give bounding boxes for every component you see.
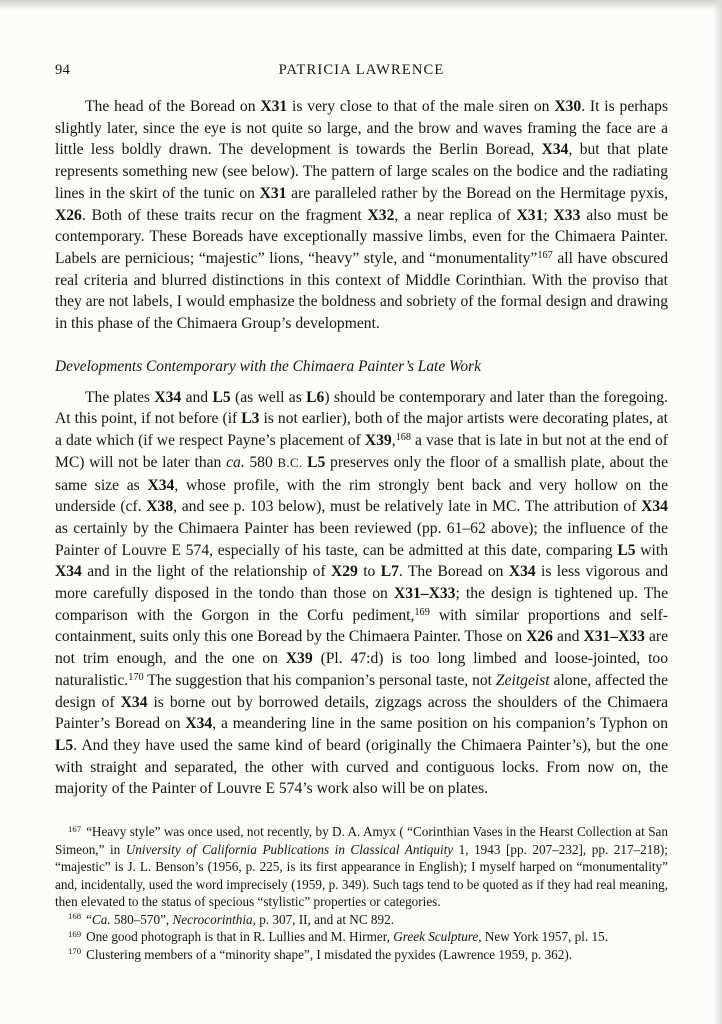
footnote-number: 169 (68, 928, 82, 939)
paragraph: The plates X34 and L5 (as well as L6) should be contemporary and later than the foregoing. At this point, if not before (if L3 is not earlier), both of the major artists were decorating plates, at a date which (if we respect Payne’s placement of X39,$^{168}$ a vase that is late in but not at the end of MC) will not be later than ca. 580 B.C. L5 preserves only the floor of a smallish plate, about the same size as X34, whose profile, with the rim strongly bent back and very hollow on the underside (cf. X38, and see p. 103 below), must be relatively late in MC. The attribution of X34 as certainly by the Chimaera Painter has been reviewed (pp. 61–62 above); the influence of the Painter of Louvre E 574, especially of his taste, can be admitted at this date, comparing L5 with X34 and in the light of the relationship of X29 to L7. The Boread on X34 is less vigorous and more carefully disposed in the tondo than those on X31–X33; the design is tightened up. The comparison with the Gorgon in the Corfu pediment,$^{169}$ with similar proportions and self-containment, suits only this one Boread by the Chimaera Painter. Those on X26 and X31–X33 are not trim enough, and the one on X39 (Pl. 47:d) is too long limbed and loose-jointed, too naturalistic.$^{170}$ The suggestion that his companion’s personal taste, not Zeitgeist alone, affected the design of X34 is borne out by borrowed details, zigzags across the shoulders of the Chimaera Painter’s Boread on X34, a meandering line in the same position on his companion’s Typhon on L5. And they have used the same kind of beard (originally the Chimaera Painter’s), but the one with straight and separated, the other with curved and contiguous locks. From now on, the majority of the Painter of Louvre E 574’s work also will be on plates. (55, 388, 669, 798)
page-number: 94 (55, 62, 71, 78)
section-heading: Developments Contemporary with the Chimaera Painter’s Late Work (55, 357, 481, 375)
footnote-number: 170 (68, 946, 82, 957)
running-head: PATRICIA LAWRENCE (278, 62, 445, 78)
footnote (55, 928, 668, 946)
footnote (55, 911, 668, 929)
footnote (55, 823, 668, 911)
page-header (55, 62, 668, 84)
footnote-text: “Ca. 580–570”, Necrocorinthia, p. 307, II, and at NC 892. (86, 911, 394, 927)
footnote-text: “Heavy style” was once used, not recently, by D. A. Amyx ( “Corinthian Vases in the Hearst Collection at San Simeon,” in University of California Publications in Classical Antiquity 1, 1943 [pp. 207–232], pp. 217–218); “majestic” is J. L. Benson’s (1956, p. 225, is its first appearance in English); I myself harped on “monumentality” and, incidentally, used the word imprecisely (1959, p. 349). Such tags tend to be quoted as if they had real meaning, then elevated to the status of specious “stylistic” properties or categories. (55, 824, 668, 910)
footnote-number: 168 (68, 911, 82, 922)
footnote-number: 167 (68, 823, 82, 834)
body-text (55, 96, 668, 800)
footnote (55, 946, 668, 964)
footnote-text: Clustering members of a “minority shape”, I misdated the pyxides (Lawrence 1959, p. 362). (86, 946, 573, 962)
footnote-text: One good photograph is that in R. Lullies and M. Hirmer, Greek Sculpture, New York 1957, pl. 15. (86, 929, 608, 945)
page-content (55, 62, 668, 963)
paragraph: The head of the Boread on X31 is very close to that of the male siren on X30. It is perhaps slightly later, since the eye is not quite so large, and the brow and waves framing the face are a little less boldly drawn. The development is towards the Berlin Boread, X34, but that plate represents something new (see below). The pattern of large scales on the bodice and the radiating lines in the skirt of the tunic on X31 are paralleled rather by the Boread on the Hermitage pyxis, X26. Both of these traits recur on the fragment X32, a near replica of X31; X33 also must be contemporary. These Boreads have exceptionally massive limbs, even for the Chimaera Painter. Labels are pernicious; “majestic” lions, “heavy” style, and “monumentality”$^{167}$ all have obscured real criteria and blurred distinctions in this context of Middle Corinthian. With the proviso that they are not labels, I would emphasize the boldness and sobriety of the formal design and drawing in this phase of the Chimaera Group’s development. (55, 98, 669, 333)
footnotes-section (55, 823, 668, 963)
